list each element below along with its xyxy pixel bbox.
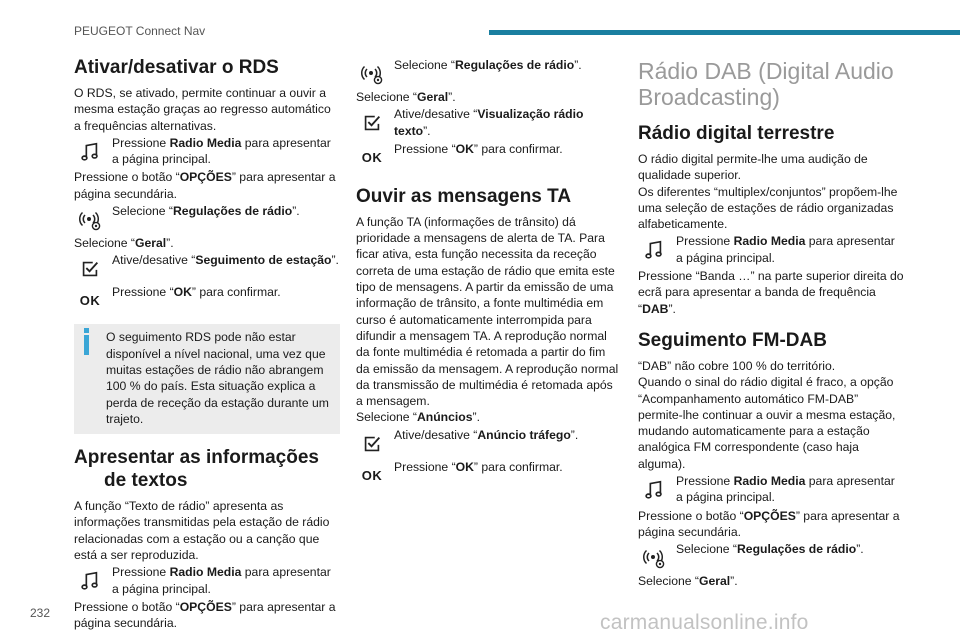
step-text: ”. [856,542,864,557]
step-text: para apresentar a página principal. [676,234,895,265]
step-text: para apresentar a página principal. [112,565,331,596]
step-text: ” para confirmar. [473,141,563,156]
paragraph-general: Selecione “Geral”. [74,236,174,251]
step-bold: Regulações de rádio [172,204,293,219]
step-text: Selecione “ [676,542,737,557]
music-note-icon [640,477,668,503]
heading-rds: Ativar/desativar o RDS [74,57,279,78]
step-toggle-traffic [356,427,620,457]
radio-settings-icon [640,545,668,571]
paragraph-ta: A função TA (informações de trânsito) dá prioridade a mensagens de alerta de TA. Para ficar ativa, esta função necessita da receção correta de uma estação de rádio que emita este tipo de mensagens. A partir da emissão de uma informação de trânsito, a fonte multimédia em curso é automaticamente interrompida para difundir a mensagem TA. A reprodução normal da fonte multimédia é retomada a partir do fim da emissão da mensagem. A reprodução normal da transmissão de multimédia é retomada após a mensagem. [356,214,619,409]
step-bold: OK [173,285,192,300]
step-text: ” para confirmar. [473,459,563,474]
radio-settings-icon [358,61,386,87]
step-bold: Anúncio tráfego [477,427,571,442]
watermark: carmanualsonline.info [600,611,809,634]
column-middle [356,56,620,491]
step-text: Ative/desative “ [394,107,478,122]
step-toggle-tracking [74,252,340,282]
step-toggle-radiotext [356,106,620,139]
ok-icon: OK [361,149,383,165]
step-text: ”. [570,427,579,442]
paragraph-options: Pressione o botão “OPÇÕES” para apresentar a página secundária. [638,508,900,539]
heading-terrestrial: Rádio digital terrestre [638,123,835,144]
page-header-title: PEUGEOT Connect Nav [74,24,206,38]
paragraph-general: Selecione “Geral”. [638,574,738,589]
checkbox-icon [358,110,386,136]
music-note-icon [76,568,104,594]
info-note [74,324,340,434]
paragraph-general: Selecione “Geral”. [356,90,456,104]
paragraph-fm-dab: Quando o sinal do rádio digital é fraco, a opção “Acompanhamento automático FM-DAB” permite-lhe continuar a ouvir a mesma estação, mudando automaticamente para a estação analógica FM correspondente (caso haja alguma). [638,375,896,471]
column-right [638,50,904,590]
step-bold: Radio Media [733,234,806,249]
step-text: Pressione “ [112,285,174,300]
paragraph-rds-intro: O RDS, se ativado, permite continuar a ouvir a mesma estação graças ao regresso automático a frequências alternativas. [74,86,331,133]
checkbox-icon [358,431,386,457]
radio-settings-icon [76,207,104,233]
step-text: ” para confirmar. [191,285,281,300]
step-text: Pressione [676,474,734,489]
step-text: para apresentar a página principal. [112,135,331,167]
paragraph-radio-text: A função “Texto de rádio” apresenta as informações transmitidas pela estação de rádio relacionadas com a estação ou a canção que está a ser reproduzida. [74,499,330,563]
step-bold: Radio Media [169,565,242,580]
ok-icon: OK [79,293,101,309]
step-radio-media-2 [74,564,340,597]
step-radio-settings [74,203,340,233]
step-text: ”. [331,253,339,268]
step-confirm [74,284,340,314]
step-radio-settings [638,541,904,571]
step-confirm-2 [356,459,620,489]
step-bold: OK [455,141,474,156]
step-bold: Seguimento de estação [195,253,332,268]
paragraph-multiplex: Os diferentes “multiplex/conjuntos” propõem-lhe uma seleção de estações de rádio organizadas alfabeticamente. [638,184,898,232]
paragraph-digital-quality: O rádio digital permite-lhe uma audição de qualidade superior. [638,152,868,183]
page-number: 232 [30,606,51,620]
heading-dab: Rádio DAB (Digital Audio Broadcasting) [638,58,894,110]
step-text: ”. [423,123,431,138]
paragraph-options-2: Pressione o botão “OPÇÕES” para apresentar a página secundária. [74,599,336,631]
step-text: Pressione “ [394,459,456,474]
step-radio-settings [356,57,620,87]
step-radio-media-2 [638,473,904,506]
paragraph-announcements: Selecione “Anúncios”. [356,410,480,425]
step-radio-media [74,135,340,168]
step-text: Selecione “ [394,58,455,72]
step-text: Pressione [112,135,170,150]
step-bold: Visualização rádio texto [394,107,584,138]
heading-fm-dab: Seguimento FM-DAB [638,329,827,351]
step-bold: Radio Media [169,135,242,150]
column-left [74,48,340,632]
step-bold: Regulações de rádio [454,58,575,72]
step-text: Pressione [676,234,734,249]
step-bold: OK [455,459,474,474]
header-accent-bar [489,30,960,35]
step-text: Ative/desative “ [112,253,196,268]
paragraph-band: Pressione “Banda …” na parte superior direita do ecrã para apresentar a banda de frequência “DAB”. [638,269,904,316]
paragraph-options: Pressione o botão “OPÇÕES” para apresentar a página secundária. [74,170,336,201]
step-text: para apresentar a página principal. [676,474,895,505]
checkbox-icon [76,256,104,282]
step-text: Pressione [112,565,170,580]
step-text: Pressione “ [394,141,456,156]
info-icon [84,328,89,333]
step-confirm [356,141,620,171]
note-text: O seguimento RDS pode não estar disponível a nível nacional, uma vez que muitas estações de rádio não abrangem 100 % do país. Esta situação explica a perda de receção da estação durante um trajeto. [106,330,329,426]
info-icon-bar [84,335,89,355]
heading-text-info: Apresentar as informações de textos [74,447,319,492]
music-note-icon [640,237,668,263]
step-text: Ative/desative “ [394,427,478,442]
step-text: ”. [574,58,582,72]
music-note-icon [76,139,104,165]
paragraph-dab-coverage: “DAB” não cobre 100 % do território. [638,358,836,373]
step-bold: Radio Media [733,474,806,489]
step-bold: Regulações de rádio [736,542,857,557]
step-text: ”. [292,204,300,219]
ok-icon: OK [361,467,383,483]
step-text: Selecione “ [112,204,173,219]
step-radio-media [638,233,904,266]
heading-ta: Ouvir as mensagens TA [356,185,572,207]
